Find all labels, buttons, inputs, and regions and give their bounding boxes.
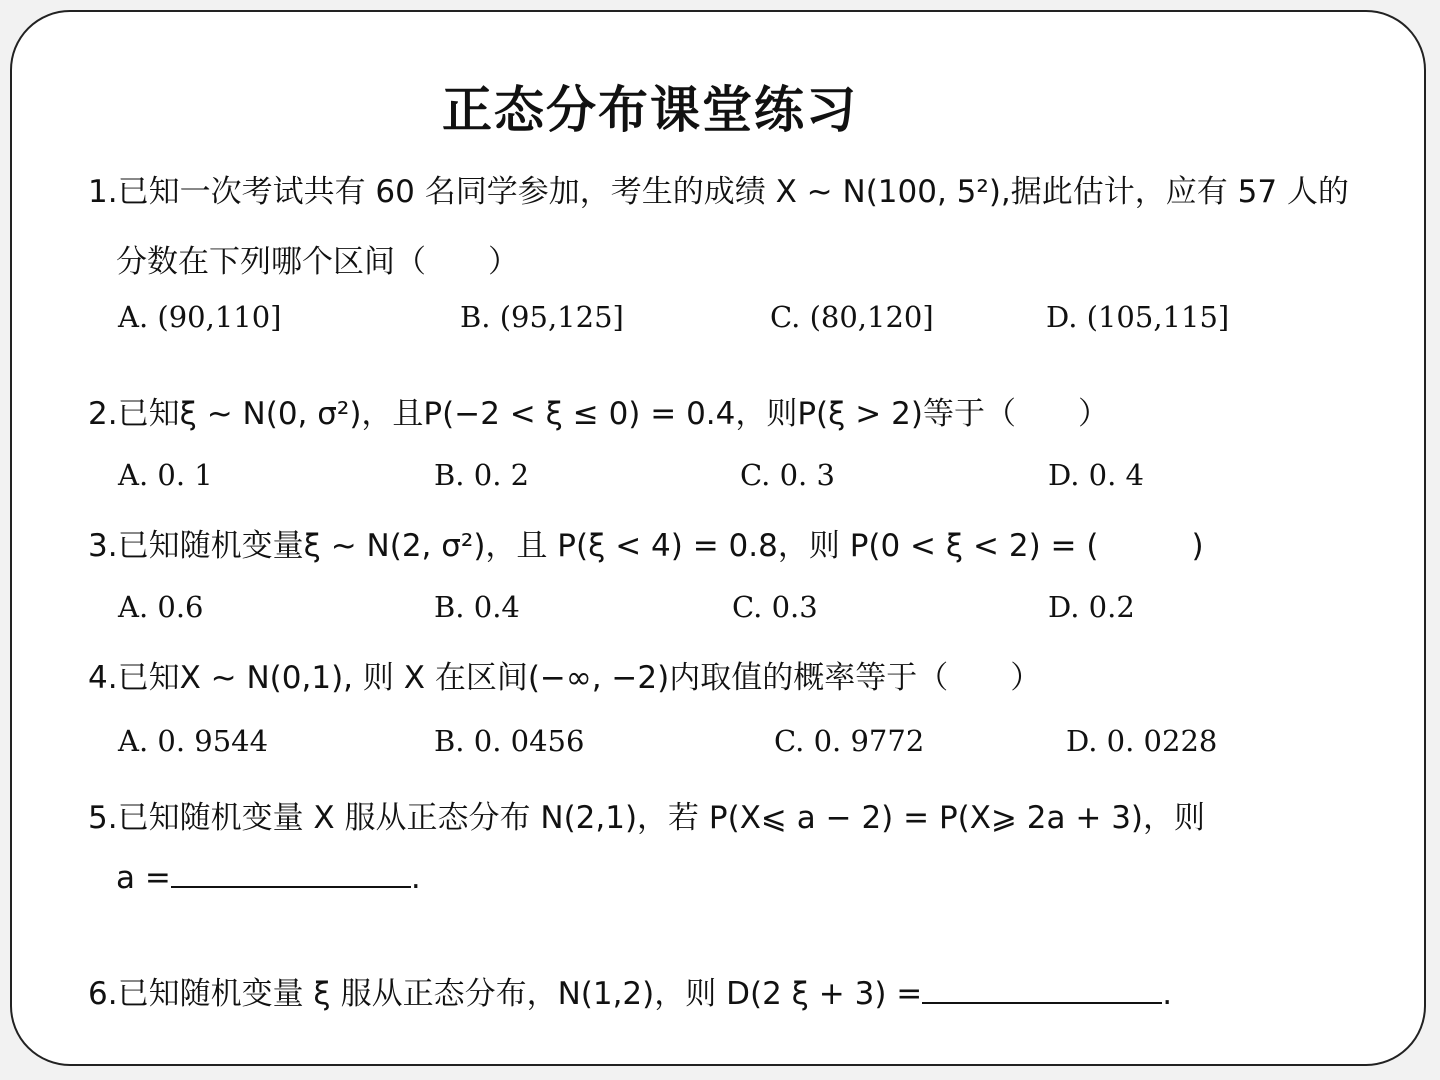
question-3-line-1: 3.已知随机变量ξ ~ N(2, σ²)，且 P(ξ < 4) = 0.8，则 P(0 < ξ < 2) = ( ) — [88, 528, 1204, 564]
question-3-option-a: A. 0.6 — [118, 590, 204, 624]
question-3-option-d: D. 0.2 — [1048, 590, 1135, 624]
question-4-option-b: B. 0. 0456 — [434, 724, 585, 758]
question-2-line-1: 2.已知ξ ~ N(0, σ²)，且P(−2 < ξ ≤ 0) = 0.4，则P(ξ > 2)等于（ ） — [88, 396, 1109, 432]
question-5-line-1: 5.已知随机变量 X 服从正态分布 N(2,1)，若 P(X⩽ a − 2) = P(X⩾ 2a + 3)，则 — [88, 800, 1206, 836]
question-1-option-b: B. (95,125] — [460, 300, 624, 334]
question-5-answer-prefix: a = — [116, 860, 171, 896]
question-1-option-c: C. (80,120] — [770, 300, 934, 334]
question-2-option-b: B. 0. 2 — [434, 458, 530, 492]
question-4-line-1: 4.已知X ~ N(0,1), 则 X 在区间(−∞, −2)内取值的概率等于（ ） — [88, 660, 1042, 696]
question-1-options — [118, 300, 1290, 340]
question-2-options — [118, 458, 1290, 498]
page-title: 正态分布课堂练习 — [442, 81, 858, 139]
question-3-option-c: C. 0.3 — [732, 590, 818, 624]
question-1-option-d: D. (105,115] — [1046, 300, 1230, 334]
question-5-answer-suffix: . — [410, 860, 421, 896]
question-6-answer-blank[interactable] — [922, 974, 1162, 1004]
question-2-option-d: D. 0. 4 — [1048, 458, 1144, 492]
question-1-line-2: 分数在下列哪个区间（ ） — [116, 244, 519, 280]
question-5-answer-blank[interactable] — [171, 858, 411, 888]
question-6-line-1 — [88, 968, 1290, 1013]
question-6-answer-suffix: . — [1162, 976, 1173, 1012]
question-5-answer-line — [116, 858, 1290, 896]
question-3-option-b: B. 0.4 — [434, 590, 520, 624]
question-4-options — [118, 724, 1290, 764]
question-4-option-d: D. 0. 0228 — [1066, 724, 1218, 758]
question-6-text: 6.已知随机变量 ξ 服从正态分布，N(1,2)，则 D(2 ξ + 3) = — [88, 976, 923, 1012]
question-1-option-a: A. (90,110] — [118, 300, 282, 334]
question-1-line-1: 1.已知一次考试共有 60 名同学参加，考生的成绩 X ~ N(100, 5²),据此估计，应有 57 人的 — [88, 174, 1349, 210]
question-4-option-c: C. 0. 9772 — [774, 724, 925, 758]
question-4-option-a: A. 0. 9544 — [118, 724, 269, 758]
question-3-options — [118, 590, 1290, 630]
question-2-option-c: C. 0. 3 — [740, 458, 835, 492]
question-2-option-a: A. 0. 1 — [118, 458, 213, 492]
